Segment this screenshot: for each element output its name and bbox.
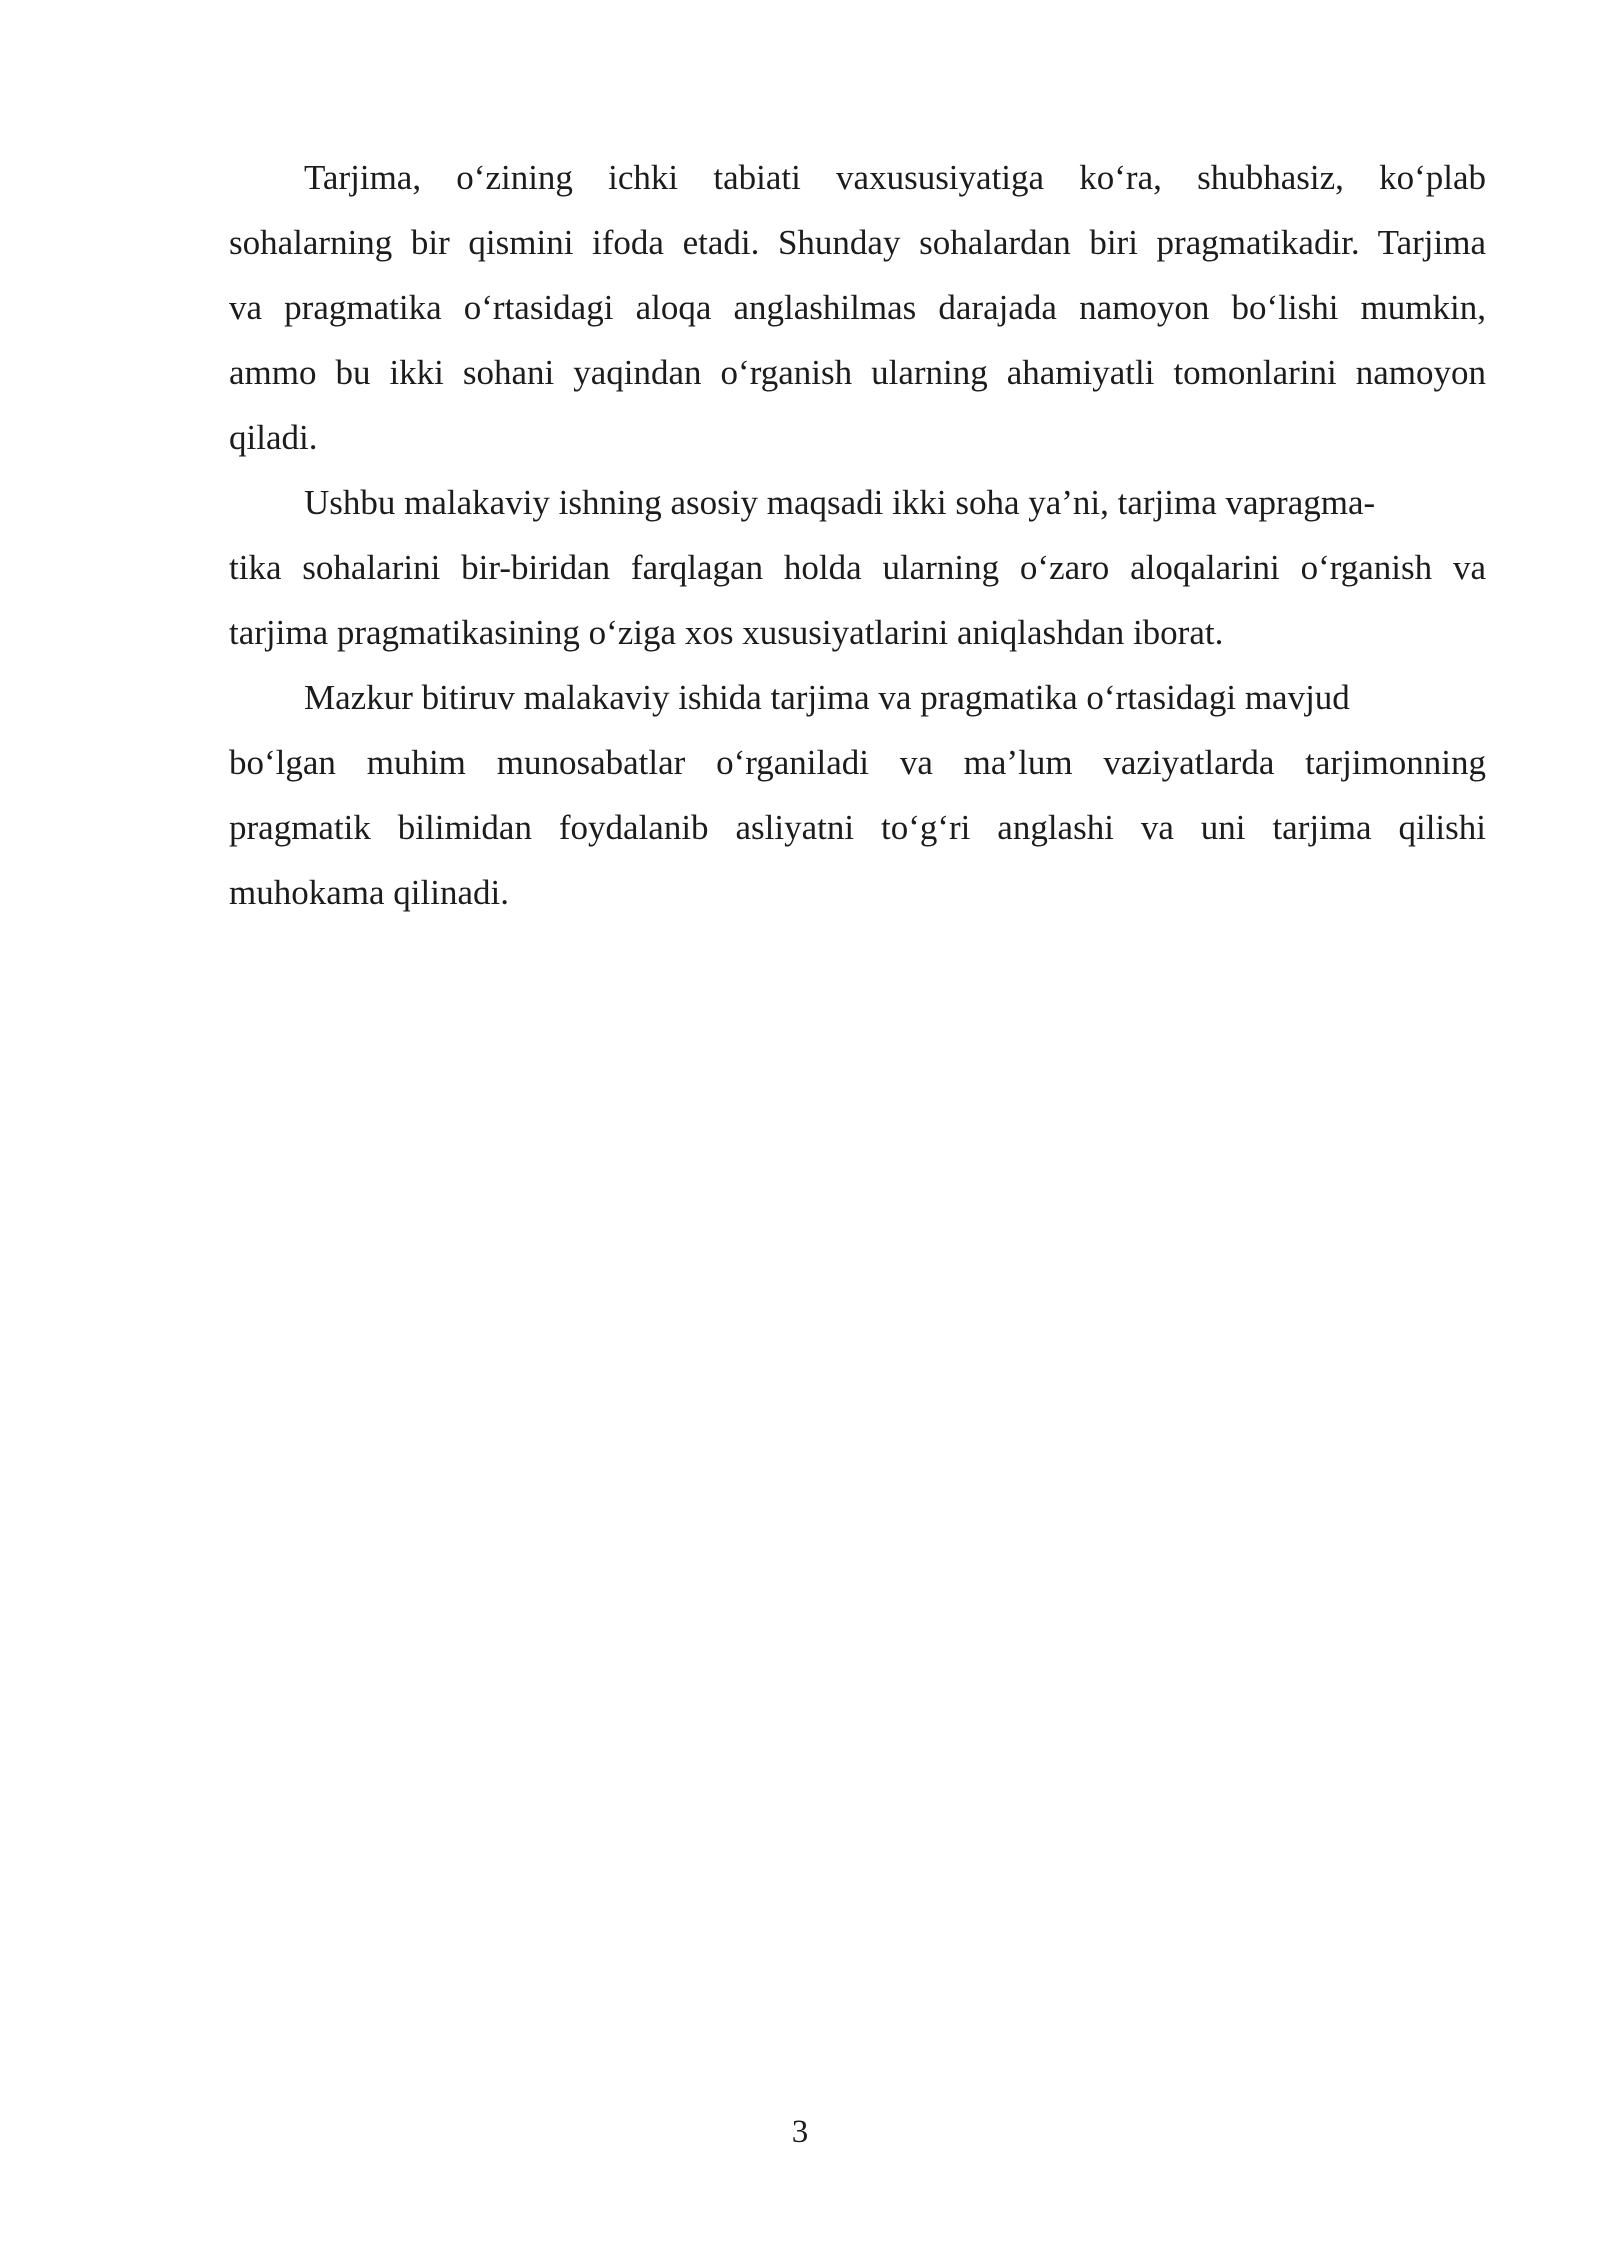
paragraph-line: Mazkur bitiruv malakaviy ishida tarjima va pragmatika o‘rtasidagi mavjud [304,678,1350,717]
paragraph-line: pragmatik bilimidan foydalanib asliyatni to‘g‘ri anglashi va uni tarjima qilishi [229,808,1486,847]
body-text [229,145,1486,925]
paragraph-line: muhokama qilinadi. [229,873,509,912]
paragraph-line: Ushbu malakaviy ishning asosiy maqsadi ikki soha ya’ni, tarjima vapragma- [304,483,1376,522]
paragraph-line: qiladi. [229,418,318,457]
page-number: 3 [791,2114,809,2150]
paragraph-2 [229,470,1486,665]
paragraph-line: ammo bu ikki sohani yaqindan o‘rganish ularning ahamiyatli tomonlarini namoyon [229,353,1486,392]
paragraph-line: tika sohalarini bir-biridan farqlagan holda ularning o‘zaro aloqalarini o‘rganish va [229,548,1486,587]
paragraph-line: sohalarning bir qismini ifoda etadi. Shunday sohalardan biri pragmatikadir. Tarjima [229,223,1486,262]
paragraph-line: Tarjima, o‘zining ichki tabiati vaxususiyatiga ko‘ra, shubhasiz, ko‘plab [304,158,1486,197]
paragraph-3 [229,665,1486,925]
paragraph-line: tarjima pragmatikasining o‘ziga xos xususiyatlarini aniqlashdan iborat. [229,613,1224,652]
paragraph-1 [229,145,1486,470]
paragraph-line: va pragmatika o‘rtasidagi aloqa anglashilmas darajada namoyon bo‘lishi mumkin, [229,288,1486,327]
paragraph-line: bo‘lgan muhim munosabatlar o‘rganiladi va ma’lum vaziyatlarda tarjimonning [229,743,1486,782]
